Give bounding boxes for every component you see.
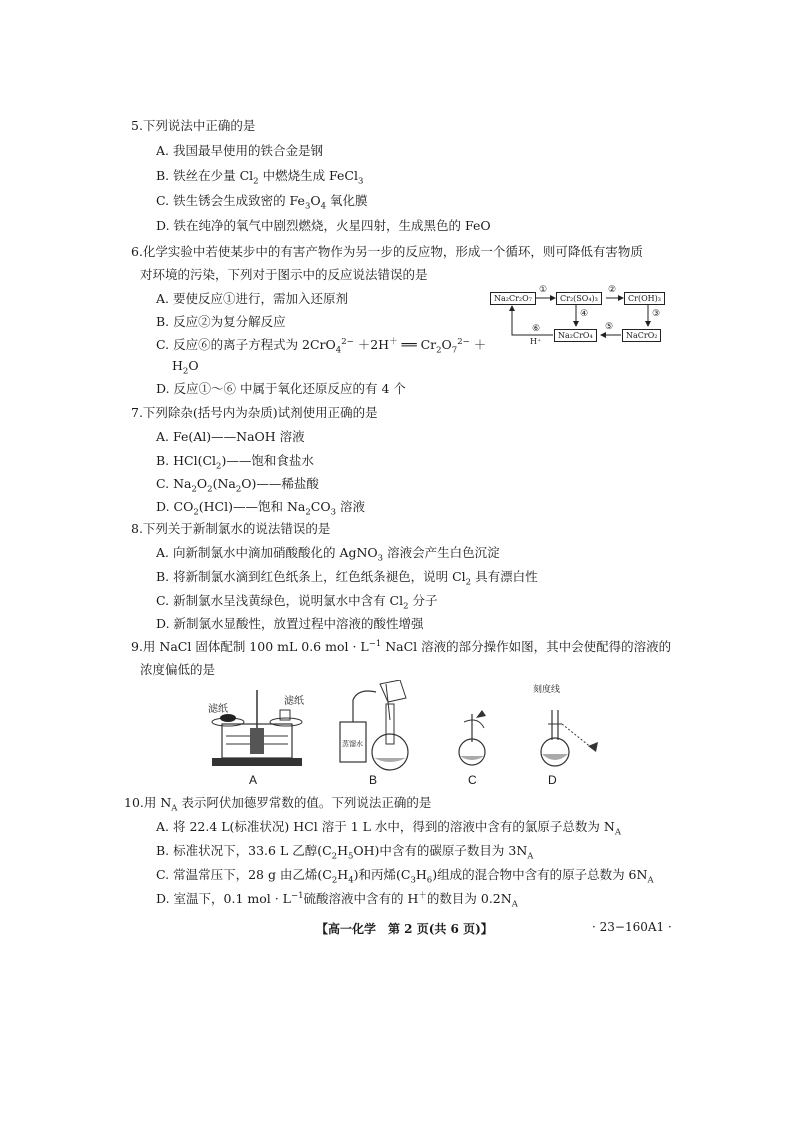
filter-paper-right-label: 滤纸 <box>284 696 304 707</box>
q9-figure-label-a: A <box>249 773 258 787</box>
reading-mark-flask <box>541 710 598 766</box>
q10-option-c: C. 常温常压下，28 g 由乙烯$(C_2H_4)$和丙烯$(C_3H_6)$组成的混合物中含有的原子总数为 $6N_A$ <box>156 867 654 886</box>
step-5-label: ⑤ <box>605 322 614 332</box>
q6-option-c-cont: $H_2O$ <box>172 358 199 377</box>
q6-stem-line2: 对环境的污染，下列对于图示中的反应说法错误的是 <box>140 267 428 282</box>
q7-option-a: A. Fe(Al)——NaOH 溶液 <box>156 429 305 444</box>
q9-stem-line2: 浓度偏低的是 <box>140 662 216 677</box>
shaking-flask <box>459 710 486 765</box>
q6-option-d: D. 反应①～⑥ 中属于氧化还原反应的有 4 个 <box>156 381 406 396</box>
q6-option-c: C. 反应⑥的离子方程式为 2CrO$_4^{2-}$ ＋2H＋ ══ $Cr_2O_7^{2-}$ ＋ <box>156 336 487 356</box>
q8-option-b: B. 将新制氯水滴到红色纸条上，红色纸条褪色，说明 $Cl_2$ 具有漂白性 <box>156 569 538 588</box>
q5-option-b: B. 铁丝在少量 $Cl_2$ 中燃烧生成 FeCl$_3$ <box>156 168 364 187</box>
q8-stem: 8.下列关于新制氯水的说法错误的是 <box>131 521 331 536</box>
node-nacro2: NaCrO₂ <box>622 329 661 342</box>
node-cr2so43: Cr₂(SO₄)₃ <box>556 292 602 305</box>
q5-option-a: A. 我国最早使用的铁合金是钢 <box>156 143 323 158</box>
filter-paper-left-label: 滤纸 <box>208 704 228 715</box>
q9-figure-label-b: B <box>369 773 378 787</box>
mark-line-label: 刻度线 <box>533 685 561 695</box>
node-na2cro4: Na₂CrO₄ <box>554 329 597 342</box>
q6-option-b: B. 反应②为复分解反应 <box>156 314 286 329</box>
q7-stem: 7.下列除杂(括号内为杂质)试剂使用正确的是 <box>131 405 378 420</box>
q9-figure-label-c: C <box>468 773 477 787</box>
step-1-label: ① <box>539 285 548 295</box>
q10-option-b: B. 标准状况下，33.6 L 乙醇$(C_2H_5OH)$中含有的碳原子数目为 $3N_A$ <box>156 843 534 862</box>
step-6-label: ⑥ <box>532 324 541 334</box>
node-croh3: Cr(OH)₃ <box>624 292 665 305</box>
step-4-label: ④ <box>580 309 589 319</box>
q7-option-d: D. $CO_2(HCl)——$饱和 $Na_2CO_3$ 溶液 <box>156 499 365 518</box>
eye-icon <box>588 742 598 752</box>
q5-option-c: C. 铁生锈会生成致密的 $Fe_3O_4$ 氧化膜 <box>156 193 368 212</box>
q9-apparatus-figure <box>200 680 620 772</box>
q9-stem-line1: 9.用 NaCl 固体配制 100 mL 0.6 mol · $L^{-1}$ NaCl 溶液的部分操作如图，其中会使配得的溶液的 <box>131 638 672 654</box>
q6-stem-line1: 6.化学实验中若使某步中的有害产物作为另一步的反应物，形成一个循环，则可降低有害物质 <box>131 244 643 259</box>
q10-option-a: A. 将 22.4 L(标准状况) HCl 溶于 1 L 水中，得到的溶液中含有的氯原子总数为 $N_A$ <box>156 819 621 838</box>
page-footer-code: · 23−160A1 · <box>592 920 672 934</box>
q10-stem: 10.用 $N_A$ 表示阿伏加德罗常数的值。下列说法正确的是 <box>124 795 432 814</box>
q8-option-d: D. 新制氯水显酸性，放置过程中溶液的酸性增强 <box>156 616 424 631</box>
q6-reaction-diagram <box>488 283 674 351</box>
step-2-label: ② <box>608 285 617 295</box>
distilled-water-label: 蒸馏水 <box>342 740 363 748</box>
q9-figure-label-d: D <box>548 773 557 787</box>
q10-option-d: D. 室温下，0.1 mol · $L^{-1}$硫酸溶液中含有的 H＋的数目为 $0.2N_A$ <box>156 890 518 910</box>
node-na2cr2o7: Na₂Cr₂O₇ <box>490 292 536 305</box>
wash-bottle-and-flask <box>340 680 408 770</box>
q5-stem: 5.下列说法中正确的是 <box>131 118 256 133</box>
q6-option-a: A. 要使反应①进行，需加入还原剂 <box>156 291 348 306</box>
q7-option-c: C. $Na_2O_2(Na_2O)——$稀盐酸 <box>156 476 319 495</box>
q8-option-a: A. 向新制氯水中滴加硝酸酸化的 AgNO$_3$ 溶液会产生白色沉淀 <box>156 545 500 564</box>
h-plus-label: H⁺ <box>530 337 542 346</box>
q8-option-c: C. 新制氯水呈浅黄绿色，说明氯水中含有 $Cl_2$ 分子 <box>156 593 438 612</box>
q7-option-b: B. $HCl(Cl_2)——$饱和食盐水 <box>156 453 314 472</box>
step-3-label: ③ <box>652 309 661 319</box>
q5-option-d: D. 铁在纯净的氧气中剧烈燃烧，火星四射，生成黑色的 FeO <box>156 218 491 233</box>
page-footer-title: 【高一化学 第 2 页(共 6 页)】 <box>316 922 493 936</box>
